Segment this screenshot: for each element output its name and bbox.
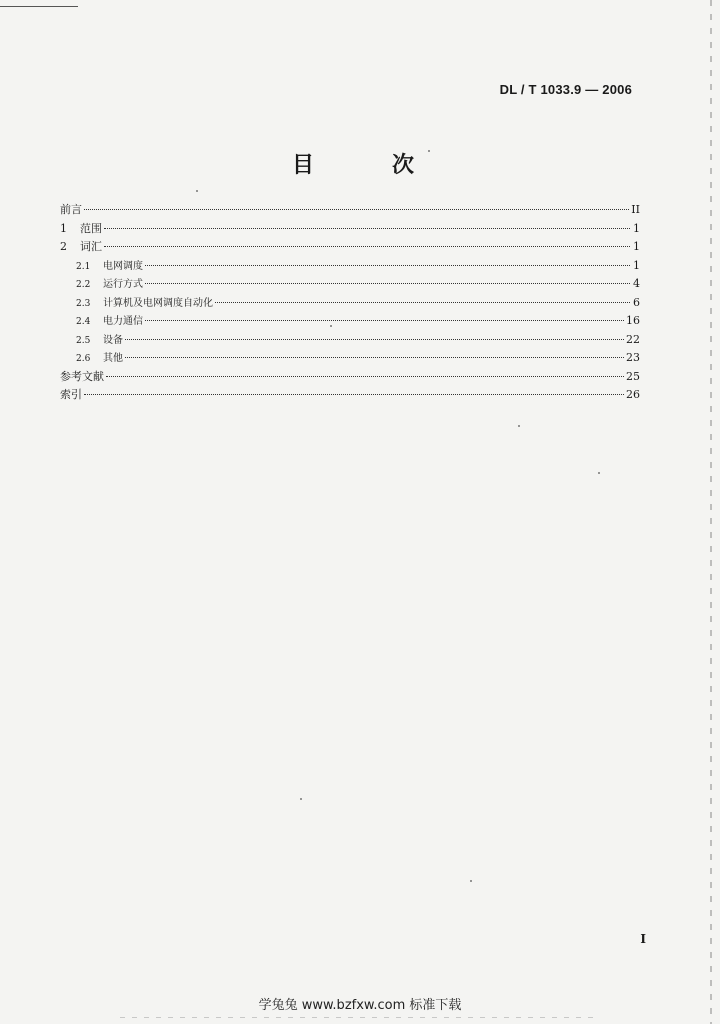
toc-page-number: 6: [633, 295, 640, 309]
toc-leader-dots: [106, 376, 624, 377]
scan-speck: [470, 880, 472, 882]
toc-number: 2.4: [76, 317, 91, 327]
toc-entry-equipment[interactable]: [60, 331, 640, 350]
page-number: I: [640, 932, 646, 946]
toc-entry-index[interactable]: [60, 386, 640, 405]
toc-leader-dots: [125, 357, 624, 358]
scan-speck: [428, 150, 430, 152]
toc-leader-dots: [145, 320, 624, 321]
toc-number: 2.1: [76, 261, 91, 272]
scan-speck: [598, 472, 600, 474]
standard-code: DL / T 1033.9 — 2006: [499, 82, 632, 97]
toc-label: 索引: [60, 388, 82, 401]
toc-entry-foreword[interactable]: [60, 201, 640, 220]
toc-page-number: 26: [626, 388, 640, 401]
toc-entry-automation[interactable]: [60, 294, 640, 313]
toc-label: 设备: [103, 334, 123, 346]
toc-leader-dots: [215, 302, 630, 303]
scan-speck: [300, 798, 302, 800]
toc-entry-scope[interactable]: [60, 220, 640, 239]
toc-label: 范围: [80, 221, 102, 235]
scan-speck: [330, 325, 332, 327]
toc-label: 电网调度: [103, 260, 143, 272]
toc-number: 2.6: [76, 354, 91, 364]
toc-number: 2: [60, 240, 67, 253]
toc-page-number: II: [631, 203, 640, 216]
toc-page-number: 22: [626, 332, 640, 346]
toc-page-number: 16: [626, 314, 640, 327]
toc-page-number: 23: [626, 351, 640, 364]
toc-label: 运行方式: [103, 279, 143, 290]
toc-leader-dots: [84, 394, 624, 395]
toc-label: 其他: [103, 353, 123, 364]
table-of-contents: [60, 201, 640, 405]
toc-label: 前言: [60, 203, 82, 216]
toc-label: 参考文献: [60, 369, 104, 383]
toc-number: 2.3: [76, 298, 91, 309]
watermark-text: 学兔兔 www.bzfxw.com 标准下载: [258, 998, 462, 1013]
scan-speck: [518, 425, 520, 427]
toc-leader-dots: [125, 339, 624, 340]
toc-page-number: 4: [633, 277, 640, 290]
toc-leader-dots: [104, 228, 630, 229]
toc-page-number: 1: [633, 240, 640, 253]
toc-entry-other[interactable]: [60, 349, 640, 368]
scan-artifact-line: [0, 6, 78, 7]
toc-entry-grid-dispatch[interactable]: [60, 257, 640, 276]
toc-label: 词汇: [80, 240, 102, 253]
toc-page-number: 1: [633, 258, 640, 272]
toc-leader-dots: [104, 246, 630, 247]
toc-entry-operation-mode[interactable]: [60, 275, 640, 294]
toc-number: 1: [60, 221, 67, 235]
toc-leader-dots: [145, 283, 630, 284]
toc-number: 2.5: [76, 335, 91, 346]
toc-entry-vocabulary[interactable]: [60, 238, 640, 257]
toc-entry-references[interactable]: [60, 368, 640, 387]
toc-page-number: 1: [633, 221, 640, 235]
scan-speck: [196, 190, 198, 192]
toc-label: 计算机及电网调度自动化: [103, 297, 213, 309]
toc-leader-dots: [84, 209, 629, 210]
page-title: 目 次: [291, 152, 442, 178]
toc-number: 2.2: [76, 280, 91, 290]
toc-page-number: 25: [626, 369, 640, 383]
toc-entry-communication[interactable]: [60, 312, 640, 331]
toc-leader-dots: [145, 265, 630, 266]
toc-label: 电力通信: [103, 316, 143, 327]
scan-edge-bottom: [120, 1017, 600, 1018]
